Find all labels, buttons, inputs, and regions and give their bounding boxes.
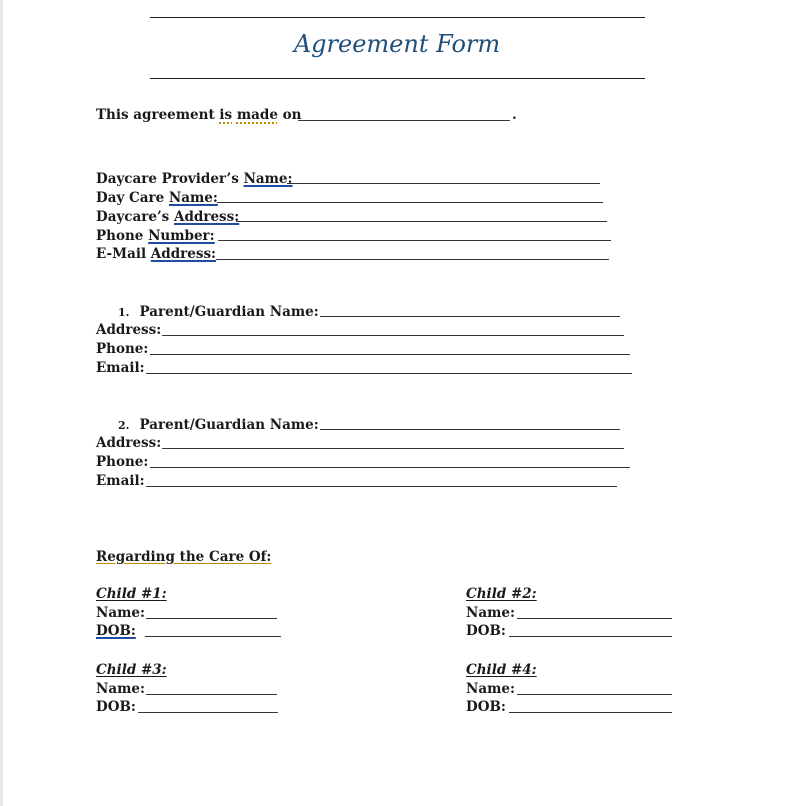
agreement-date-field[interactable] [298,120,510,121]
email-address-field[interactable] [216,259,609,260]
parent2-phone-field[interactable] [150,467,630,468]
agreement-on: on [282,107,302,123]
child3-name-field[interactable] [146,694,277,695]
parent1-address-field[interactable] [162,335,624,336]
child1-name-label: Name: [96,605,145,621]
parent1-address-label: Address: [96,322,162,338]
parent1-number: 1. [118,306,130,319]
child1-title: Child #1: [96,586,167,602]
page-edge [0,0,3,806]
agreement-is: is [219,107,233,123]
daycare-address-label: Daycare’s Address: [96,209,240,225]
parent1-email-field[interactable] [146,373,632,374]
parent2-address-field[interactable] [162,448,624,449]
child2-dob-label: DOB: [466,623,506,639]
parent2-email-field[interactable] [146,486,617,487]
child4-dob-label: DOB: [466,699,506,715]
parent1-phone-field[interactable] [150,354,630,355]
provider-name-label: Daycare Provider’s Name: [96,171,293,187]
page-title: Agreement Form [293,30,501,58]
agreement-text: This agreement [96,107,215,123]
phone-number-label: Phone Number: [96,228,215,244]
header-top-rule [150,17,645,18]
daycare-address-field[interactable] [236,221,607,222]
child3-name-label: Name: [96,681,145,697]
care-heading: Regarding the Care Of: [96,549,272,565]
parent2-name-field[interactable] [320,429,620,430]
parent2-number: 2. [118,419,130,432]
parent1-phone-label: Phone: [96,341,149,357]
child4-name-field[interactable] [517,694,672,695]
child2-dob-field[interactable] [509,636,672,637]
child1-dob-field[interactable] [145,636,281,637]
parent2-phone-label: Phone: [96,454,149,470]
header-bottom-rule [150,78,645,79]
parent2-email-label: Email: [96,473,145,489]
child2-name-label: Name: [466,605,515,621]
child4-dob-field[interactable] [509,712,672,713]
child3-dob-field[interactable] [138,712,278,713]
child3-dob-label: DOB: [96,699,136,715]
email-address-label: E-Mail Address: [96,246,217,262]
child4-title: Child #4: [466,662,537,678]
daycare-name-label: Day Care Name: [96,190,218,206]
child2-name-field[interactable] [517,618,672,619]
agreement-period: . [512,107,517,123]
child2-title: Child #2: [466,586,537,602]
agreement-made: made [236,107,278,123]
parent2-name-label: 2. Parent/Guardian Name: [118,417,319,433]
provider-name-field[interactable] [287,183,600,184]
child3-title: Child #3: [96,662,167,678]
agreement-date-label [96,106,301,124]
child4-name-label: Name: [466,681,515,697]
child1-name-field[interactable] [146,618,277,619]
parent1-email-label: Email: [96,360,145,376]
phone-number-field[interactable] [218,240,611,241]
child1-dob-label: DOB: [96,623,136,639]
parent1-name-field[interactable] [320,316,620,317]
parent2-address-label: Address: [96,435,162,451]
parent1-name-label: 1. Parent/Guardian Name: [118,304,319,320]
daycare-name-field[interactable] [217,202,603,203]
